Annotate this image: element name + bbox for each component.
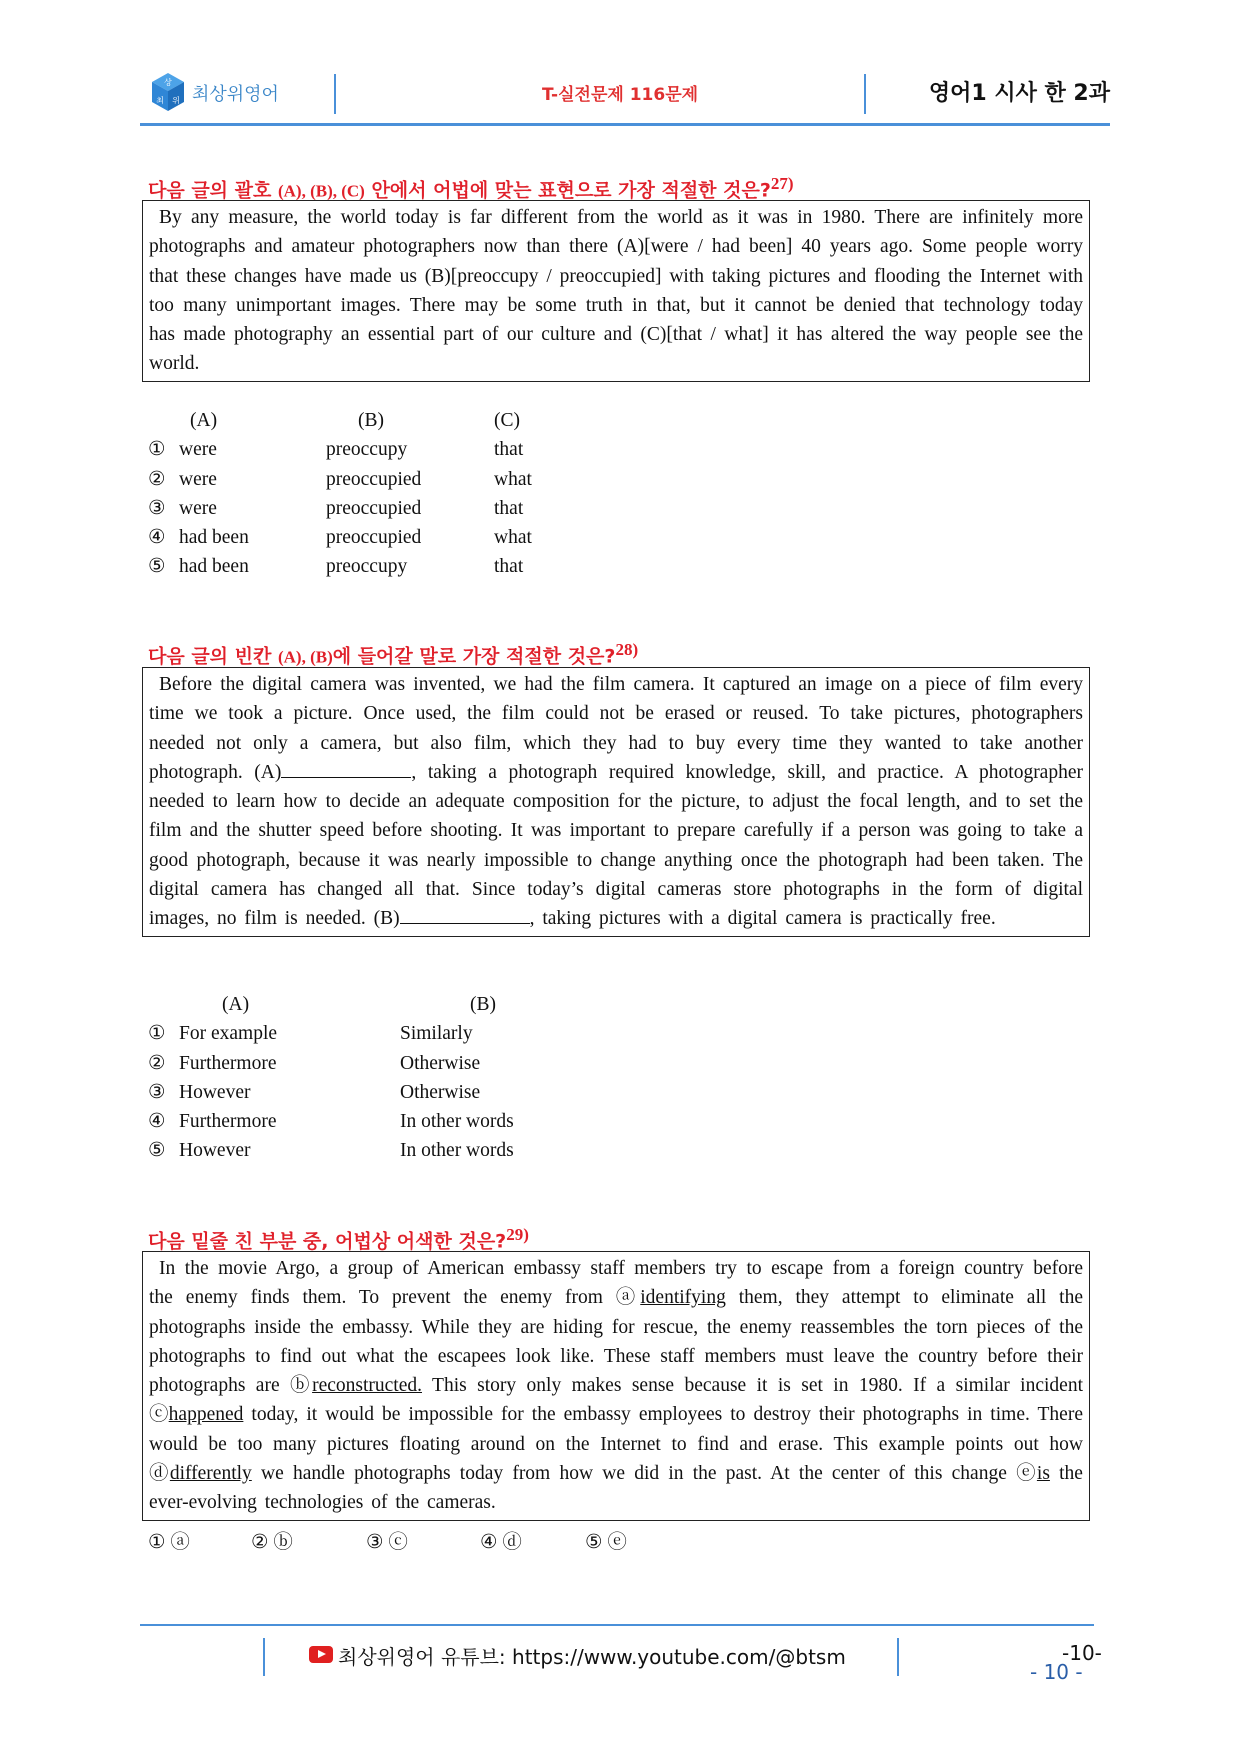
- header-b: (B): [358, 410, 384, 431]
- header-divider: [864, 74, 866, 114]
- underlined-e: is: [1036, 1463, 1050, 1485]
- passage-29: [142, 1251, 1090, 1521]
- choice-b: In other words: [400, 1140, 514, 1162]
- choice-a: were: [179, 468, 217, 490]
- passage-28: [142, 667, 1090, 937]
- choice-number: ①: [148, 1023, 166, 1045]
- underlined-a: identifying: [640, 1287, 726, 1309]
- choice-c: what: [494, 527, 532, 549]
- footer-link[interactable]: 최상위영어 유튜브: https://www.youtube.com/@btsm: [338, 1645, 846, 1669]
- marker-b: ⓑ: [290, 1375, 313, 1397]
- choice-b: preoccupied: [326, 468, 422, 490]
- header-divider: [334, 74, 336, 114]
- choice-b: Otherwise: [400, 1081, 481, 1103]
- passage-text: Before the digital camera was invented, we had the film camera. It captured an image on a piece of film every time we took a picture. Once used, the film could not be erased or reused. To take pictures, photographers needed not only a camera, but also film, which they had to buy every time they wanted to take another photograph. (A) , taking a photograph required knowledge, skill, and practice. A photographer needed to learn how to decide an adequate composition for the picture, to adjust the focal length, and to set the film and the shutter speed before shooting. It was important to prepare carefully if a person was going to take a good photograph, because it was nearly impossible to change anything once the photograph had been taken. The digital camera has changed all that. Since today’s digital cameras store photographs in the form of digital images, no film is needed. (B) , taking pictures with a digital camera is practically free.: [149, 674, 1083, 930]
- choice-a: Furthermore: [179, 1052, 277, 1074]
- choice-a: For example: [179, 1023, 278, 1045]
- choice-number: ④: [148, 527, 166, 549]
- page-number: -10-: [1062, 1641, 1102, 1665]
- choice-number: ②: [148, 468, 166, 490]
- logo-char: 위: [172, 96, 180, 105]
- underlined-d: differently: [169, 1463, 252, 1485]
- page-number-secondary: - 10 -: [1030, 1660, 1083, 1684]
- question-title-29: 다음 밑줄 친 부분 중, 어법상 어색한 것은?$^{29)}$: [148, 1225, 529, 1253]
- question-title-28: 다음 글의 빈칸 (A), (B)에 들어갈 말로 가장 적절한 것은?$^{28)}$: [148, 640, 639, 668]
- choice-b: Similarly: [400, 1023, 473, 1045]
- logo-cube-icon: [150, 72, 186, 112]
- youtube-icon: [309, 1646, 333, 1663]
- header-a: (A): [190, 410, 218, 431]
- marker-c: ⓒ: [149, 1404, 169, 1426]
- passage-text: By any measure, the world today is far different from the world as it was in 1980. There are infinitely more photographs and amateur photographers now than there (A)[were / had been] 40 years ago. Some people worry that these changes have made us (B)[preoccupy / preoccupied] with taking pictures and flooding the Internet with too many unimportant images. There may be some truth in that, but it cannot be denied that technology today has made photography an essential part of our culture and (C)[that / what] it has altered the way people see the world.: [149, 207, 1083, 375]
- choice-number: ⑤: [148, 1140, 166, 1162]
- choice-number: ②: [148, 1052, 166, 1074]
- logo-char: 상: [164, 78, 172, 87]
- choice-number: ③: [148, 1081, 166, 1103]
- choice-c: that: [494, 497, 524, 519]
- choice-a: However: [179, 1081, 251, 1103]
- header-b: (B): [470, 994, 496, 1015]
- choice-b: preoccupy: [326, 556, 408, 578]
- choice-b: In other words: [400, 1111, 514, 1133]
- underlined-b: reconstructed.: [312, 1375, 422, 1397]
- header-center-title: T-실전문제 116문제: [541, 85, 699, 105]
- choice-c: that: [494, 556, 524, 578]
- passage-27: [142, 200, 1090, 382]
- choice-b: preoccupy: [326, 439, 408, 461]
- choice-number: ④: [148, 1111, 166, 1133]
- footer-divider: [897, 1638, 899, 1676]
- logo-char: 최: [156, 96, 164, 105]
- choice-a: were: [179, 439, 217, 461]
- choice-number: ③: [148, 497, 166, 519]
- underlined-c: happened: [168, 1404, 244, 1426]
- marker-e: ⓔ: [1016, 1463, 1037, 1485]
- choice-number: ⑤: [148, 556, 166, 578]
- brand-name: 최상위영어: [192, 84, 279, 105]
- choice-c: that: [494, 439, 524, 461]
- passage-text: In the movie Argo, a group of American embassy staff members try to escape from a foreign country before the enemy finds them. To prevent the enemy from ⓐidentifying them, they attempt to eliminate all the photographs inside the embassy. While they are hiding for rescue, the enemy reassembles the torn pieces of the photographs to find out what the escapees look like. These staff members must leave the country before their photographs are ⓑreconstructed. This story only makes sense because it is set in 1980. If a similar incident ⓒhappened today, it would be impossible for the embassy employees to destroy their photographs in time. There would be too many pictures floating around on the Internet to find and erase. This example points out how ⓓdifferently we handle photographs today from how we did in the past. At the center of this change ⓔis the ever-evolving technologies of the cameras.: [149, 1258, 1083, 1514]
- footer-divider: [263, 1638, 265, 1676]
- choice-b: preoccupied: [326, 497, 422, 519]
- header-rule: [140, 123, 1110, 126]
- header-a: (A): [222, 994, 250, 1015]
- choice-a: were: [179, 497, 217, 519]
- choice-a: Furthermore: [179, 1111, 277, 1133]
- page-header: [140, 66, 1110, 124]
- choice-b: preoccupied: [326, 527, 422, 549]
- blank-b: [400, 905, 530, 924]
- marker-a: ⓐ: [615, 1287, 641, 1309]
- choice-number: ①: [148, 439, 166, 461]
- choice-4[interactable]: ④ ⓓ: [480, 1532, 522, 1553]
- choice-1[interactable]: ① ⓐ: [148, 1532, 190, 1553]
- choice-5[interactable]: ⑤ ⓔ: [585, 1532, 627, 1553]
- blank-a: [281, 759, 411, 778]
- header-c: (C): [494, 410, 520, 431]
- question-title-27: 다음 글의 괄호 (A), (B), (C) 안에서 어법에 맞는 표현으로 가장 적절한 것은?$^{27)}$: [148, 174, 794, 202]
- choice-a: had been: [179, 527, 249, 549]
- choice-3[interactable]: ③ ⓒ: [366, 1532, 408, 1553]
- marker-d: ⓓ: [149, 1463, 170, 1485]
- choice-c: what: [494, 468, 532, 490]
- choice-2[interactable]: ② ⓑ: [251, 1532, 293, 1553]
- choice-a: However: [179, 1140, 251, 1162]
- footer-rule: [140, 1624, 1094, 1626]
- header-right-title: 영어1 시사 한 2과: [928, 81, 1110, 106]
- choice-a: had been: [179, 556, 249, 578]
- choice-b: Otherwise: [400, 1052, 481, 1074]
